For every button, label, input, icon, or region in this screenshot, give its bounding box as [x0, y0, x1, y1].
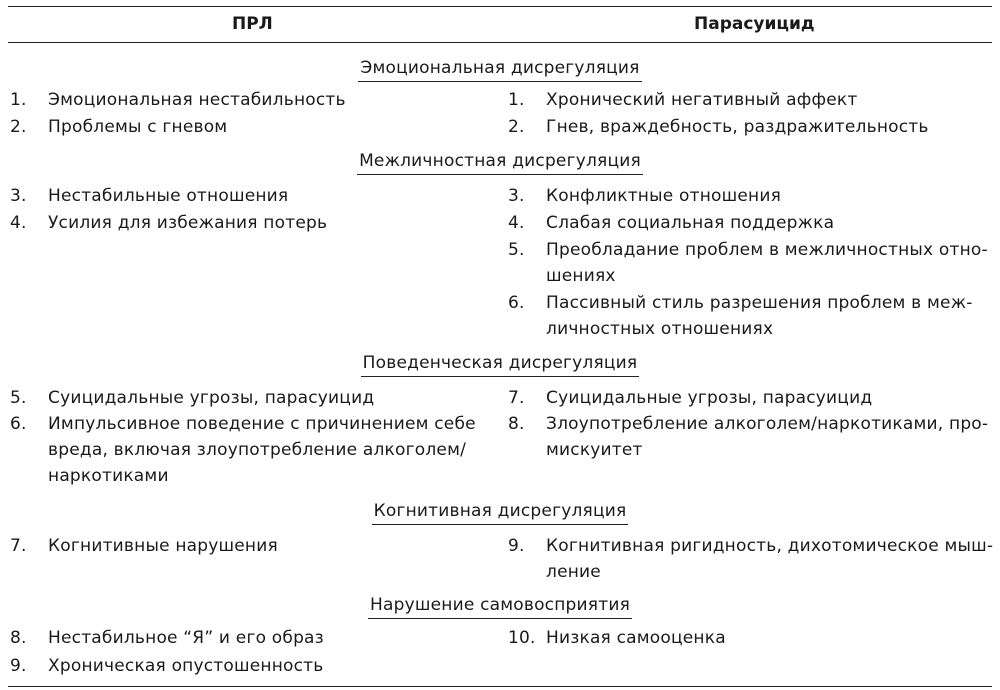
section-heading: Когнитивная дисрегуляция — [0, 500, 1000, 525]
item-number: 4. — [508, 213, 525, 233]
item-number: 2. — [508, 117, 525, 137]
item-text: Гнев, враждебность, раздражительность — [546, 117, 929, 137]
item-text: ление — [546, 562, 601, 582]
item-text: шениях — [546, 266, 616, 286]
item-text: мискуитет — [546, 440, 643, 460]
item-number: 5. — [10, 388, 27, 408]
item-text: Суицидальные угрозы, парасуицид — [48, 388, 375, 408]
item-text: Пассивный стиль разрешения проблем в меж- — [546, 293, 973, 313]
item-text: Нестабильные отношения — [48, 186, 289, 206]
item-number: 1. — [508, 90, 525, 110]
top-rule — [8, 6, 992, 7]
section-heading: Межличностная дисрегуляция — [0, 150, 1000, 175]
item-number: 9. — [10, 656, 27, 676]
item-number: 3. — [10, 186, 27, 206]
item-text: Злоупотребление алкоголем/наркотиками, про- — [546, 414, 989, 434]
item-number: 7. — [508, 388, 525, 408]
item-number: 8. — [10, 628, 27, 648]
item-number: 8. — [508, 414, 525, 434]
item-text: Хронический негативный аффект — [546, 90, 858, 110]
item-number: 4. — [10, 213, 27, 233]
item-text: наркотиками — [48, 466, 169, 486]
item-number: 9. — [508, 536, 525, 556]
item-number: 5. — [508, 240, 525, 260]
item-number: 6. — [10, 414, 27, 434]
column-header-right: Парасуицид — [694, 14, 815, 34]
item-number: 3. — [508, 186, 525, 206]
column-header-left: ПРЛ — [232, 14, 273, 34]
item-number: 6. — [508, 293, 525, 313]
item-text: вреда, включая злоупотребление алкоголем/ — [48, 440, 467, 460]
item-number: 1. — [10, 90, 27, 110]
item-text: Усилия для избежания потерь — [48, 213, 328, 233]
item-text: Суицидальные угрозы, парасуицид — [546, 388, 873, 408]
section-heading: Поведенческая дисрегуляция — [0, 352, 1000, 377]
item-text: личностных отношениях — [546, 319, 774, 339]
item-number: 2. — [10, 117, 27, 137]
item-text: Низкая самооценка — [546, 628, 726, 648]
item-text: Эмоциональная нестабильность — [48, 90, 346, 110]
item-number: 10. — [508, 628, 536, 648]
item-text: Нестабильное “Я” и его образ — [48, 628, 324, 648]
bottom-rule — [8, 686, 992, 687]
section-heading: Нарушение самовосприятия — [0, 594, 1000, 619]
section-heading: Эмоциональная дисрегуляция — [0, 57, 1000, 82]
item-text: Импульсивное поведение с причинением себе — [48, 414, 476, 434]
item-text: Преобладание проблем в межличностных отно- — [546, 240, 988, 260]
item-text: Конфликтные отношения — [546, 186, 782, 206]
item-text: Когнитивная ригидность, дихотомическое мыш- — [546, 536, 994, 556]
header-rule — [8, 42, 992, 43]
item-text: Слабая социальная поддержка — [546, 213, 835, 233]
item-number: 7. — [10, 536, 27, 556]
item-text: Проблемы с гневом — [48, 117, 228, 137]
item-text: Хроническая опустошенность — [48, 656, 324, 676]
item-text: Когнитивные нарушения — [48, 536, 278, 556]
